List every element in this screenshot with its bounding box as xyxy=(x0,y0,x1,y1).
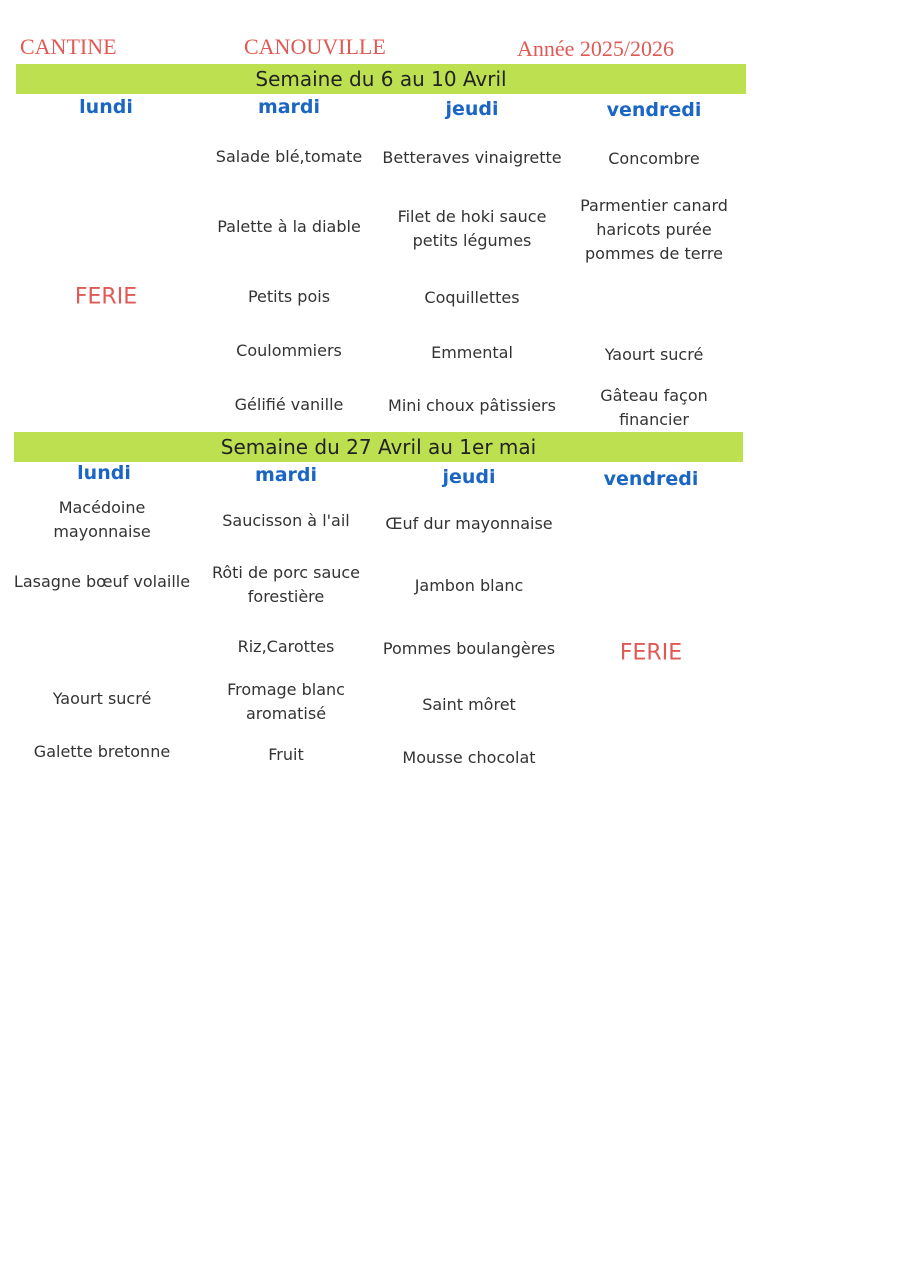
week1-day-jeudi: jeudi xyxy=(445,98,499,120)
week1-lundi-ferie: FERIE xyxy=(74,284,138,310)
week1-jeudi-item: Betteraves vinaigrette xyxy=(382,148,562,167)
week1-jeudi-item: Filet de hoki sauce petits légumes xyxy=(397,207,547,250)
week2-day-lundi: lundi xyxy=(77,462,131,484)
week2-mardi-item: Rôti de porc sauce forestière xyxy=(211,563,361,606)
week2-jeudi-item: Œuf dur mayonnaise xyxy=(385,514,553,533)
week1-vendredi-item: Yaourt sucré xyxy=(604,345,704,364)
week1-jeudi-item: Coquillettes xyxy=(424,288,520,307)
week1-mardi-item: Gélifié vanille xyxy=(234,395,344,414)
week2-lundi-item: Lasagne bœuf volaille xyxy=(13,572,191,591)
header-cantine: CANTINE xyxy=(20,34,117,59)
week1-jeudi-item: Mini choux pâtissiers xyxy=(388,396,556,415)
week2-jeudi-item: Mousse chocolat xyxy=(402,748,536,767)
week1-mardi-item: Petits pois xyxy=(247,287,331,306)
week1-day-vendredi: vendredi xyxy=(606,99,702,121)
week1-vendredi-item: Concombre xyxy=(608,149,700,168)
week2-vendredi-ferie: FERIE xyxy=(619,640,683,666)
week2-jeudi-item: Pommes boulangères xyxy=(382,639,556,658)
header-canouville: CANOUVILLE xyxy=(244,34,386,59)
week1-vendredi-item: Gâteau façon financier xyxy=(600,386,708,429)
week1-jeudi-item: Emmental xyxy=(431,343,513,362)
week1-day-lundi: lundi xyxy=(79,96,133,118)
week2-mardi-item: Fromage blanc aromatisé xyxy=(227,680,345,723)
week2-day-jeudi: jeudi xyxy=(442,466,496,488)
week2-jeudi-item: Saint môret xyxy=(422,695,516,714)
week2-day-mardi: mardi xyxy=(254,464,318,486)
week2-lundi-item: Yaourt sucré xyxy=(52,689,152,708)
week2-lundi-item: Macédoine mayonnaise xyxy=(53,498,151,541)
week2-day-vendredi: vendredi xyxy=(603,468,699,490)
week2-title-band: Semaine du 27 Avril au 1er mai xyxy=(14,432,743,462)
week2-jeudi-item: Jambon blanc xyxy=(414,576,524,595)
week1-mardi-item: Palette à la diable xyxy=(217,217,361,236)
week2-lundi-item: Galette bretonne xyxy=(33,742,171,761)
week2-mardi-item: Riz,Carottes xyxy=(237,637,335,656)
week1-mardi-item: Coulommiers xyxy=(236,341,342,360)
week2-mardi-item: Fruit xyxy=(268,745,304,764)
week2-mardi-item: Saucisson à l'ail xyxy=(222,511,350,530)
week1-title-band: Semaine du 6 au 10 Avril xyxy=(16,64,746,94)
week1-day-mardi: mardi xyxy=(257,96,321,118)
header-annee: Année 2025/2026 xyxy=(517,36,675,61)
week1-vendredi-item: Parmentier canard haricots purée pommes de terre xyxy=(580,196,728,263)
week1-mardi-item: Salade blé,tomate xyxy=(215,147,363,166)
